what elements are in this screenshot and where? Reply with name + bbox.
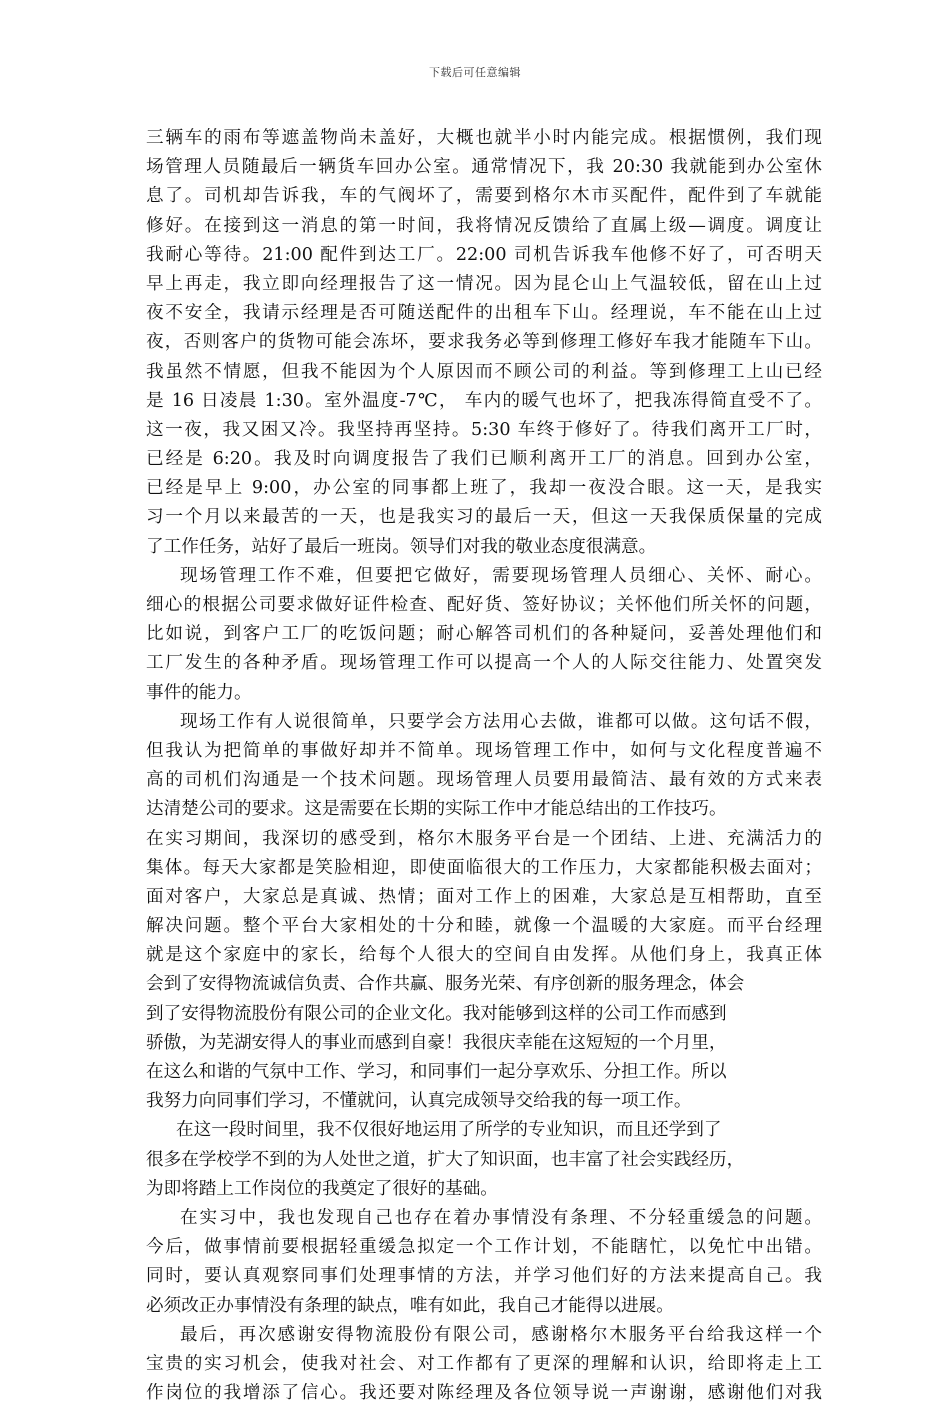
- paragraph-start-line: 现场管理工作不难，但要把它做好，需要现场管理人员细心、关怀、耐心。: [180, 565, 822, 586]
- paragraph-start-line: 最后，再次感谢安得物流股份有限公司，感谢格尔木服务平台给我这样一个: [180, 1324, 822, 1345]
- text-line: 必须改正办事情没有条理的缺点，唯有如此，我自己才能得以进展。: [146, 1295, 674, 1316]
- text-line: 细心的根据公司要求做好证件检查、配好货、签好协议；关怀他们所关怀的问题，: [146, 595, 822, 615]
- text-line: 我耐心等待。21:00 配件到达工厂。22:00 司机告诉我车他修不好了，可否明天: [146, 244, 822, 265]
- paragraph-start-line: 在这一段时间里，我不仅很好地运用了所学的专业知识，而且还学到了: [176, 1120, 722, 1141]
- page-header: 下载后可任意编辑: [429, 66, 521, 79]
- text-line: 就是这个家庭中的家长，给每个人很大的空间自由发挥。从他们身上，我真正体: [146, 945, 822, 966]
- text-line: 达清楚公司的要求。这是需要在长期的实际工作中才能总结出的工作技巧。: [146, 799, 727, 820]
- text-line: 工厂发生的各种矛盾。现场管理工作可以提高一个人的人际交往能力、处置突发: [146, 653, 822, 674]
- document-body: [146, 124, 822, 1408]
- text-line: 骄傲，为芜湖安得人的事业而感到自豪！我很庆幸能在这短短的一个月里，: [146, 1032, 727, 1053]
- text-line: 习一个月以来最苦的一天，也是我实习的最后一天，但这一天我保质保量的完成: [146, 507, 822, 528]
- text-line: 已经是 6:20。我及时向调度报告了我们已顺利离开工厂的消息。回到办公室，: [146, 449, 822, 470]
- text-line: 到了安得物流股份有限公司的企业文化。我对能够到这样的公司工作而感到: [146, 1003, 727, 1024]
- text-line: 为即将踏上工作岗位的我奠定了很好的基础。: [146, 1178, 498, 1199]
- text-line: 同时，要认真观察同事们处理事情的方法，并学习他们好的方法来提高自己。我: [146, 1266, 822, 1287]
- text-line: 很多在学校学不到的为人处世之道，扩大了知识面，也丰富了社会实践经历，: [146, 1149, 745, 1170]
- text-line: 三辆车的雨布等遮盖物尚未盖好，大概也就半小时内能完成。根据惯例，我们现: [146, 128, 822, 148]
- text-line: 作岗位的我增添了信心。我还要对陈经理及各位领导说一声谢谢，感谢他们对我: [146, 1383, 822, 1404]
- text-line: 了工作任务，站好了最后一班岗。领导们对我的敬业态度很满意。: [146, 536, 657, 557]
- text-line: 比如说，到客户工厂的吃饭问题；耐心解答司机们的各种疑问，妥善处理他们和: [146, 624, 822, 645]
- text-line: 在这么和谐的气氛中工作、学习，和同事们一起分享欢乐、分担工作。所以: [146, 1062, 727, 1082]
- text-line: 解决问题。整个平台大家相处的十分和睦，就像一个温暖的大家庭。而平台经理: [146, 916, 822, 937]
- text-line: 早上再走，我立即向经理报告了这一情况。因为昆仑山上气温较低，留在山上过: [146, 273, 822, 294]
- text-line: 是 16 日凌晨 1:30。室外温度-7℃， 车内的暖气也坏了，把我冻得简直受不了。: [146, 390, 822, 411]
- text-line: 但我认为把简单的事做好却并不简单。现场管理工作中，如何与文化程度普遍不: [146, 740, 822, 761]
- text-line: 这一夜，我又困又冷。我坚持再坚持。5:30 车终于修好了。待我们离开工厂时，: [146, 419, 822, 440]
- text-line: 夜不安全，我请示经理是否可随送配件的出租车下山。经理说，车不能在山上过: [146, 303, 822, 324]
- text-line: 已经是早上 9:00，办公室的同事都上班了，我却一夜没合眼。这一天，是我实: [146, 478, 822, 499]
- text-line: 息了。司机却告诉我，车的气阀坏了，需要到格尔木市买配件，配件到了车就能: [146, 186, 822, 207]
- paragraph-start-line: 在实习期间，我深切的感受到，格尔木服务平台是一个团结、上进、充满活力的: [146, 828, 822, 849]
- text-line: 我努力向同事们学习，不懂就问，认真完成领导交给我的每一项工作。: [146, 1091, 692, 1112]
- text-line: 高的司机们沟通是一个技术问题。现场管理人员要用最简洁、最有效的方式来表: [146, 770, 822, 791]
- text-line: 集体。每天大家都是笑脸相迎，即使面临很大的工作压力，大家都能积极去面对；: [146, 857, 822, 878]
- text-line: 我虽然不情愿，但我不能因为个人原因而不顾公司的利益。等到修理工上山已经: [146, 361, 822, 382]
- text-line: 会到了安得物流诚信负责、合作共赢、服务光荣、有序创新的服务理念，体会: [146, 974, 745, 995]
- text-line: 今后，做事情前要根据轻重缓急拟定一个工作计划，不能瞎忙，以免忙中出错。: [146, 1237, 822, 1258]
- text-line: 面对客户，大家总是真诚、热情；面对工作上的困难，大家总是互相帮助，直至: [146, 886, 822, 907]
- text-line: 夜，否则客户的货物可能会冻坏，要求我务必等到修理工修好车我才能随车下山。: [146, 332, 822, 353]
- paragraph-start-line: 现场工作有人说很简单，只要学会方法用心去做，谁都可以做。这句话不假，: [180, 711, 822, 732]
- text-line: 修好。在接到这一消息的第一时间，我将情况反馈给了直属上级—调度。调度让: [146, 215, 822, 236]
- text-line: 宝贵的实习机会，使我对社会、对工作都有了更深的理解和认识，给即将走上工: [146, 1353, 822, 1374]
- text-line: 事件的能力。: [146, 682, 252, 703]
- paragraph-start-line: 在实习中，我也发现自己也存在着办事情没有条理、不分轻重缓急的问题。: [180, 1207, 822, 1228]
- text-line: 场管理人员随最后一辆货车回办公室。通常情况下，我 20:30 我就能到办公室休: [146, 157, 822, 178]
